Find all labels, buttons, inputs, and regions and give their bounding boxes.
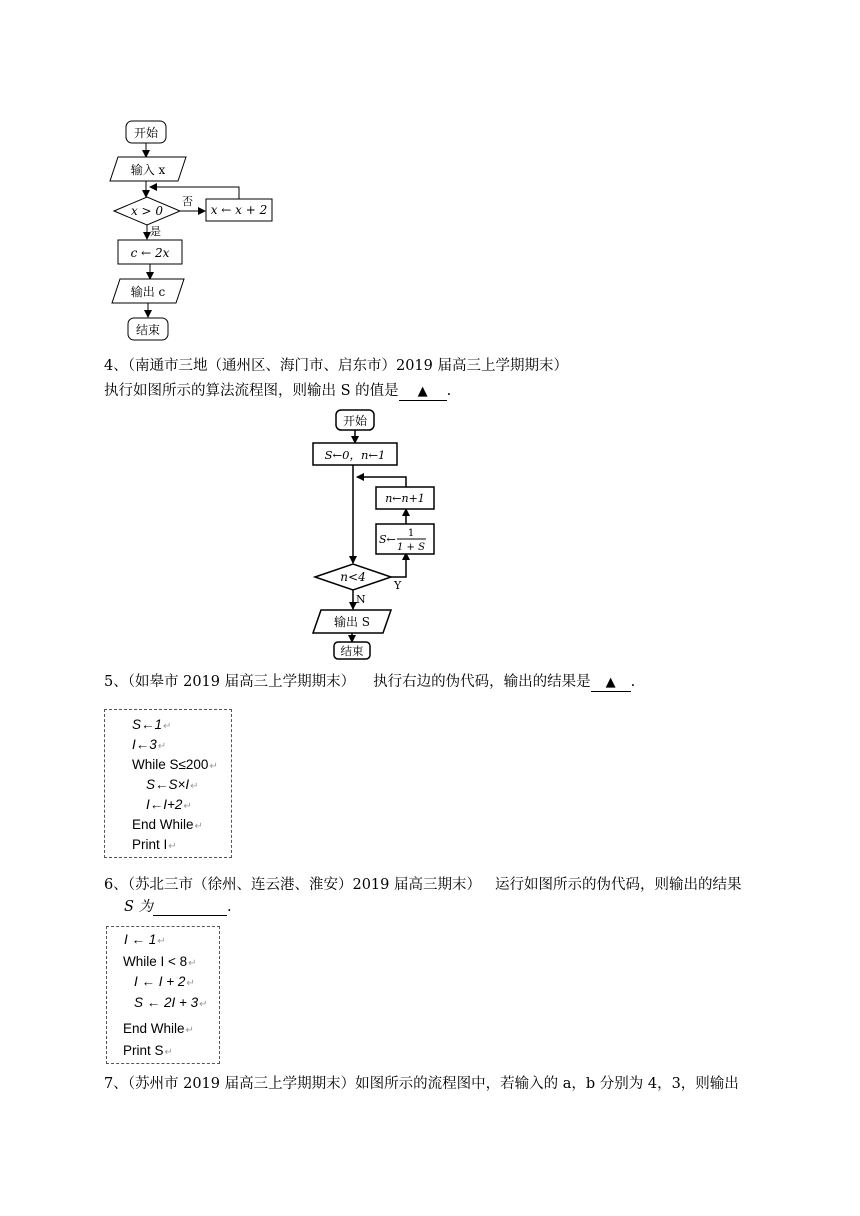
q4-answer-blank: ▲ (399, 384, 447, 401)
code5-line-2: I←3↵ (132, 737, 167, 752)
flow-b-no-label: N (356, 593, 366, 606)
code6-line-1: I ← 1↵ (124, 932, 166, 947)
q7-stem: （苏州市 2019 届高三上学期期末）如图所示的流程图中，若输入的 a，b 分别为 4，3，则输出 (127, 1076, 739, 1092)
pseudocode-6 (106, 926, 220, 1064)
q5-source: （如皋市 2019 届高三上学期期末） (127, 674, 356, 690)
code5-line-6: End While↵ (132, 817, 203, 832)
flow-a-end-label: 结束 (135, 323, 161, 337)
q6-answer-blank (153, 899, 227, 916)
q5-number: 5、 (104, 674, 128, 690)
flow-a-no-label: 否 (182, 195, 193, 208)
flow-a-decision-label: x > 0 (130, 204, 164, 218)
q5-tail: . (630, 674, 636, 690)
flow-a-output-label: 输出 c (130, 285, 166, 299)
flow-b-frac-num: 1 (407, 528, 415, 539)
q4-tail: . (446, 383, 452, 399)
flow-b-start-label: 开始 (342, 414, 368, 428)
code6-line-4: S ← 2I + 3↵ (134, 995, 208, 1010)
flowchart-b (305, 405, 465, 660)
flow-a-loop-label: x ← x + 2 (210, 203, 268, 217)
flow-a-input-label: 输入 x (130, 163, 166, 177)
code6-line-2: While I < 8↵ (123, 954, 197, 969)
flow-b-decision-label: n<4 (340, 570, 366, 584)
q6-source: （苏北三市（徐州、连云港、淮安）2019 届高三期末） (127, 877, 481, 893)
q7-number: 7、 (104, 1076, 128, 1092)
flow-b-assign-lhs: S← (379, 533, 396, 546)
flow-b-end-label: 结束 (340, 644, 364, 658)
question-5-text (104, 672, 635, 692)
code5-line-5: I←I+2↵ (146, 797, 192, 812)
q6-stem: 运行如图所示的伪代码，则输出的结果 (495, 877, 742, 893)
code5-line-7: Print I↵ (132, 837, 177, 852)
code5-line-3: While S≤200↵ (132, 757, 218, 772)
q5-answer-blank: ▲ (591, 675, 631, 692)
question-6-text (104, 875, 742, 895)
flow-a-start-label: 开始 (133, 126, 159, 140)
flow-b-output-label: 输出 S (333, 615, 371, 629)
q5-stem: 执行右边的伪代码，输出的结果是 (373, 674, 591, 690)
code6-line-3: I ← I + 2↵ (134, 974, 195, 989)
question-7-text (104, 1074, 739, 1094)
code6-line-6: Print S↵ (123, 1043, 173, 1058)
question-6-line2 (124, 897, 232, 917)
flow-b-inc-label: n←n+1 (385, 492, 425, 505)
flow-b-yes-label: Y (394, 579, 402, 592)
question-4-source (104, 356, 568, 376)
flow-a-yes-label: 是 (150, 225, 161, 238)
code5-line-4: S←S×I↵ (146, 777, 199, 792)
flowchart-a (100, 115, 400, 345)
code5-line-1: S←1↵ (132, 717, 172, 732)
flow-b-init-label: S←0，n←1 (324, 448, 386, 462)
q4-source: （南通市三地（通州区、海门市、启东市）2019 届高三上学期期末） (127, 358, 568, 374)
q4-stem: 执行如图所示的算法流程图，则输出 S 的值是 (104, 383, 399, 399)
q6-tail: . (227, 899, 232, 915)
flow-b-frac-den: 1 + S (397, 542, 425, 553)
pseudocode-5 (104, 709, 232, 858)
q4-number: 4、 (104, 358, 128, 374)
q6-number: 6、 (104, 877, 128, 893)
question-4-text (104, 381, 451, 401)
q6-line2: S 为 (124, 899, 154, 915)
code6-line-5: End While↵ (123, 1021, 194, 1036)
flow-a-assign-label: c ← 2x (130, 246, 170, 260)
